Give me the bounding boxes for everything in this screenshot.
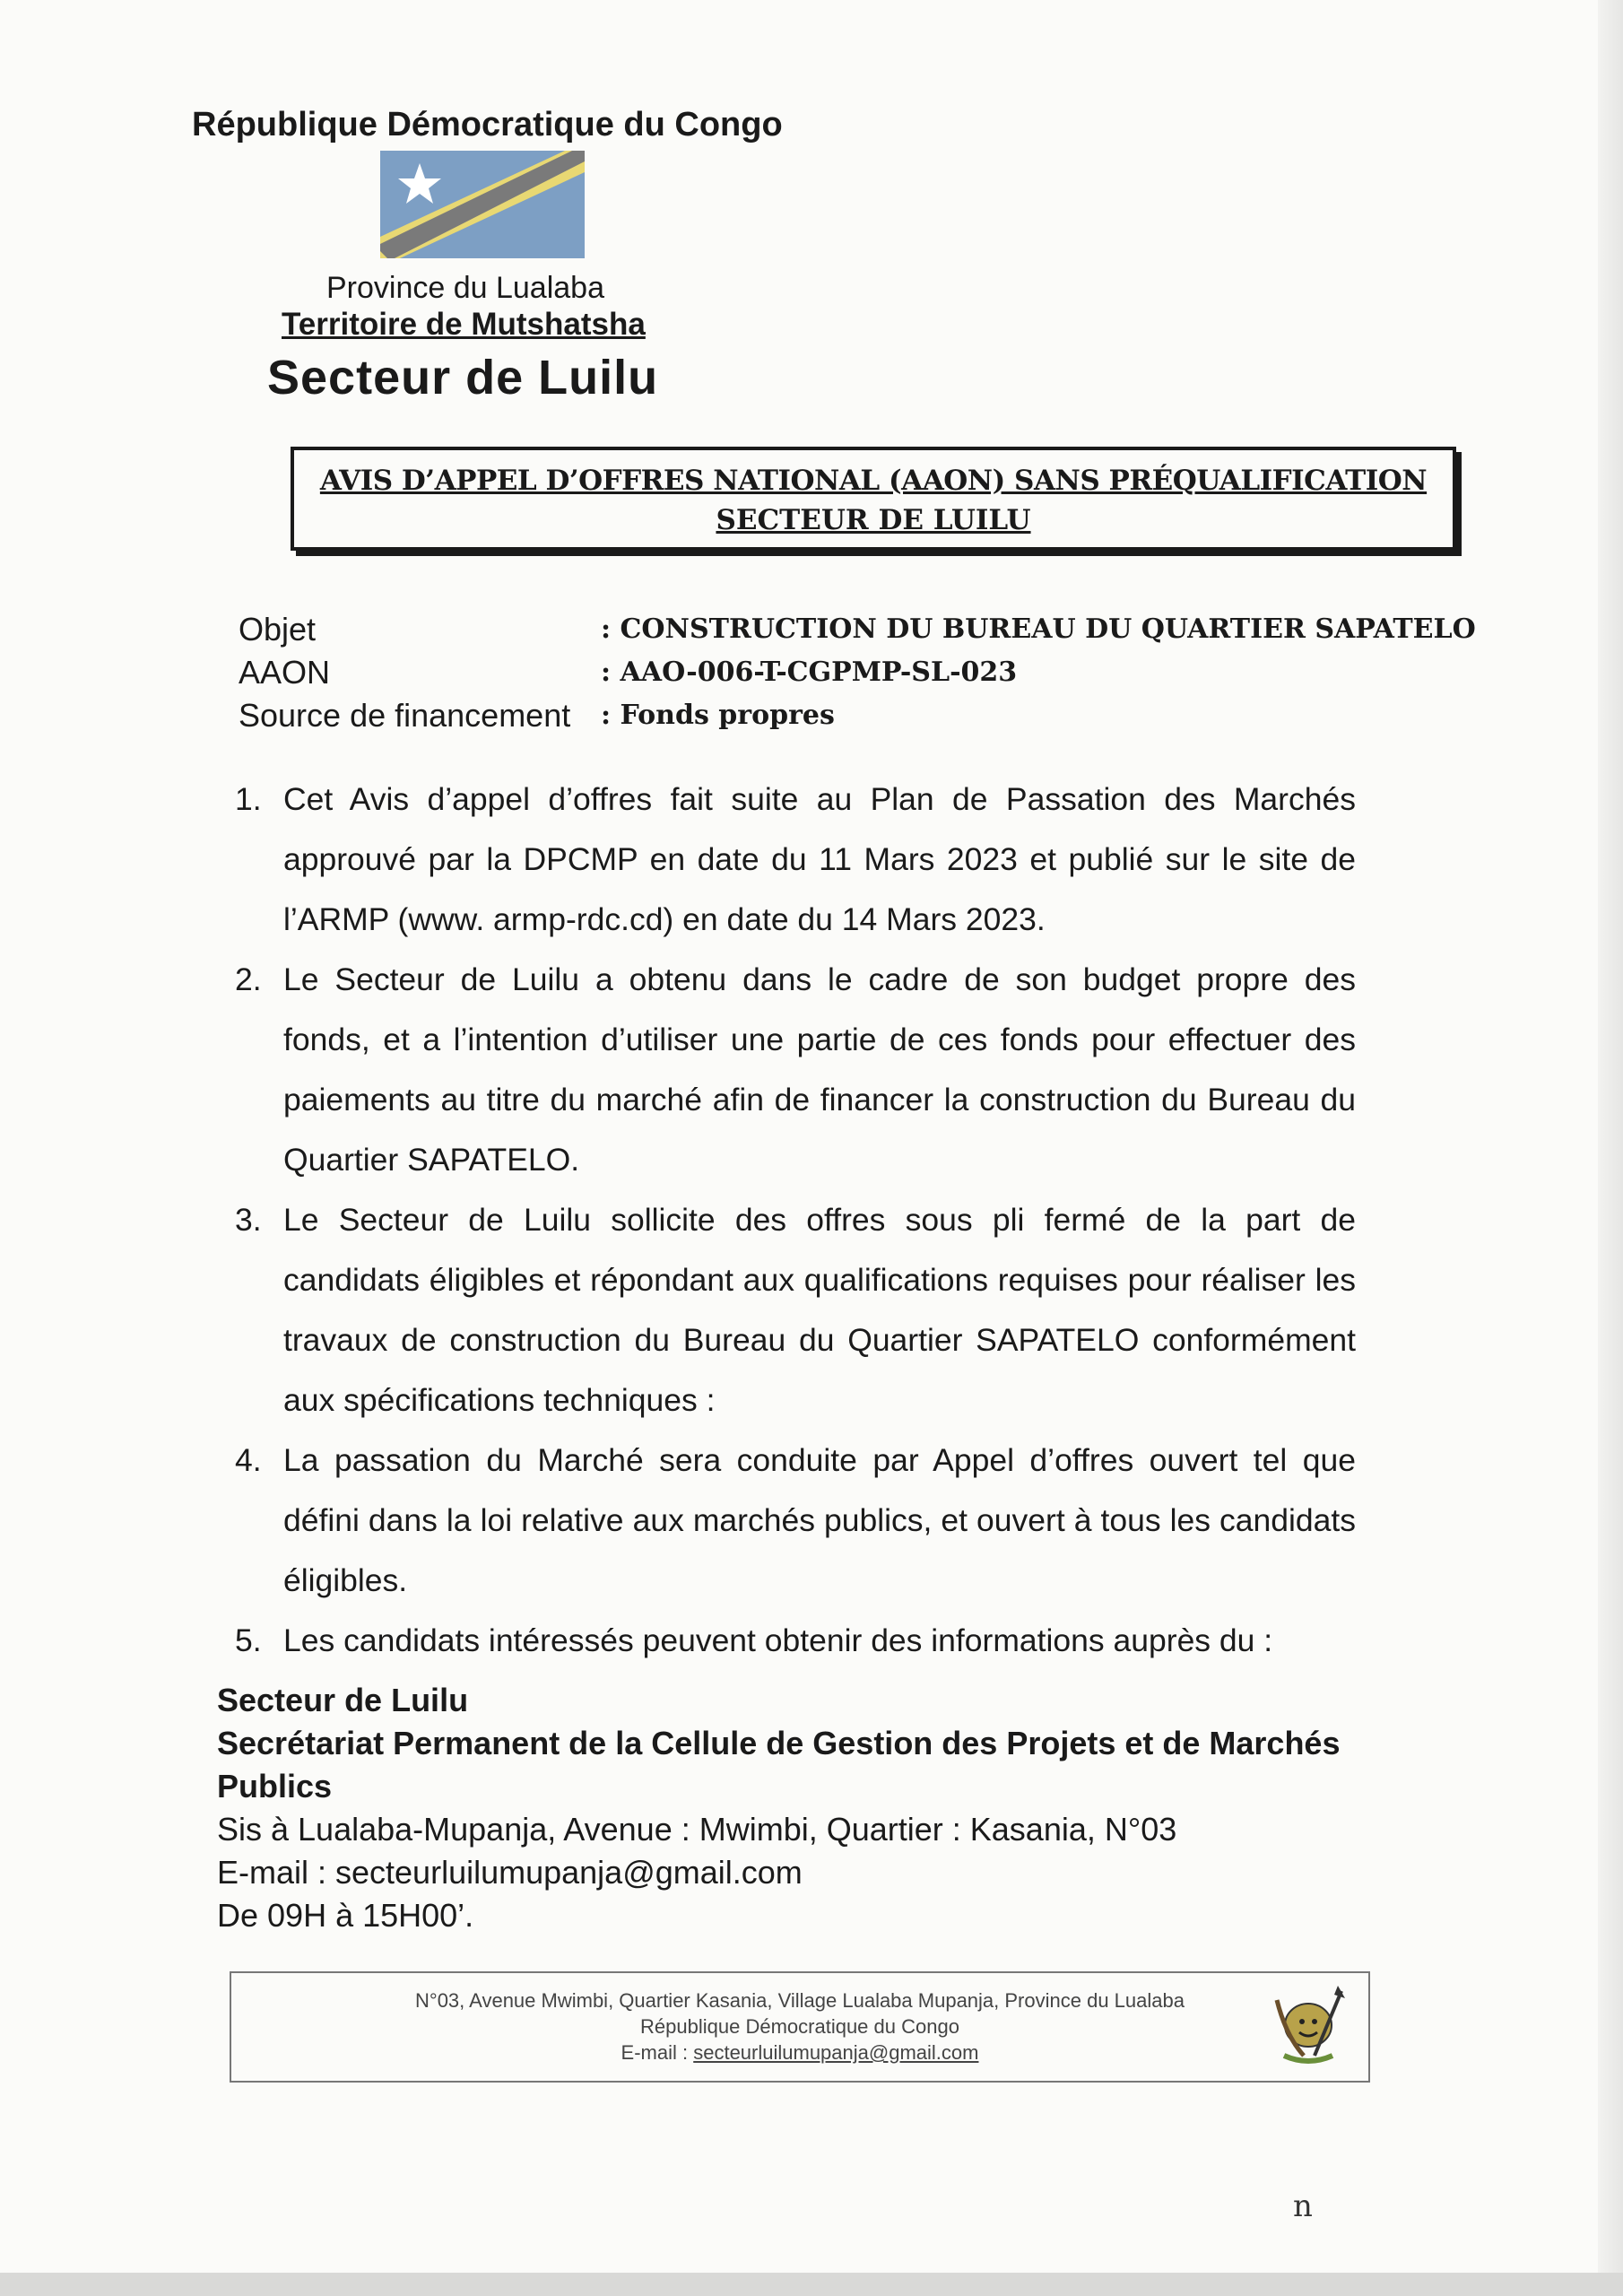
item-text: Le Secteur de Luilu a obtenu dans le cadre de son budget propre des fonds, et a l’intention d’utiliser une partie de ces fonds pour effectuer des paiements au titre du marché afin de financer la construction du Bureau du Quartier SAPATELO.: [283, 961, 1356, 1178]
contact-organization: Secteur de Luilu: [217, 1682, 469, 1718]
footer-email-link[interactable]: secteurluilumupanja@gmail.com: [693, 2041, 979, 2064]
footer-address: N°03, Avenue Mwimbi, Quartier Kasania, Village Lualaba Mupanja, Province du Lualaba: [415, 1989, 1185, 2012]
meta-value: : Fonds propres: [601, 700, 835, 731]
item-number: 3.: [235, 1202, 262, 1238]
contact-email: E-mail : secteurluilumupanja@gmail.com: [217, 1854, 803, 1891]
footer-email-line: [231, 2039, 1368, 2066]
notice-title-line1: AVIS D’APPEL D’OFFRES NATIONAL (AAON) SANS PRÉQUALIFICATION: [319, 465, 1428, 497]
item-text: La passation du Marché sera conduite par Appel d’offres ouvert tel que défini dans la loi relative aux marchés publics, et ouvert à tous les candidats éligibles.: [283, 1442, 1356, 1598]
item-text: Le Secteur de Luilu sollicite des offres sous pli fermé de la part de candidats éligibles et répondant aux qualifications requises pour réaliser les travaux de construction du Bureau du Quartier SAPATELO conformément aux spécifications techniques :: [283, 1202, 1356, 1418]
meta-row-aaon: [239, 651, 1476, 694]
scan-edge-bottom: [0, 2273, 1623, 2296]
coat-of-arms-icon: [1259, 1973, 1358, 2072]
list-item: [235, 1611, 1356, 1671]
meta-value: : AAO-006-T-CGPMP-SL-023: [601, 657, 1018, 688]
meta-value: : CONSTRUCTION DU BUREAU DU QUARTIER SAPATELO: [601, 613, 1476, 645]
footer-country: République Démocratique du Congo: [640, 2015, 959, 2038]
secteur-heading: Secteur de Luilu: [267, 351, 659, 404]
meta-label: Objet: [239, 611, 317, 648]
contact-address: Sis à Lualaba-Mupanja, Avenue : Mwimbi, Quartier : Kasania, N°03: [217, 1811, 1177, 1848]
item-number: 2.: [235, 961, 262, 997]
list-item: [235, 1190, 1356, 1431]
footer-email-prefix: E-mail :: [621, 2041, 694, 2064]
meta-row-financement: [239, 694, 1476, 737]
meta-row-objet: [239, 608, 1476, 651]
page-mark: n: [1293, 2188, 1313, 2224]
drc-flag-icon: [380, 151, 585, 258]
list-item: [235, 950, 1356, 1190]
meta-label: AAON: [239, 654, 331, 691]
item-text: Les candidats intéressés peuvent obtenir des informations auprès du :: [283, 1622, 1273, 1658]
province-name: Province du Lualaba: [326, 271, 605, 305]
contact-block: [217, 1679, 1356, 1937]
territoire-name: Territoire de Mutshatsha: [282, 307, 646, 342]
item-text: Cet Avis d’appel d’offres fait suite au Plan de Passation des Marchés approuvé par la DPCMP en date du 11 Mars 2023 et publié sur le site de l’ARMP (www. armp-rdc.cd) en date du 14 Mars 2023.: [283, 781, 1356, 937]
letterhead-footer: [230, 1971, 1370, 2083]
item-number: 4.: [235, 1442, 262, 1478]
notice-title-line2: SECTEUR DE LUILU: [716, 504, 1031, 536]
notice-title-box: [291, 447, 1456, 551]
list-item: [235, 1431, 1356, 1611]
contact-hours: De 09H à 15H00’.: [217, 1897, 474, 1934]
meta-label: Source de financement: [239, 697, 571, 734]
notice-metadata: [239, 608, 1476, 737]
item-number: 1.: [235, 781, 262, 817]
numbered-paragraphs: [235, 770, 1356, 1671]
scan-edge-right: [1598, 0, 1623, 2296]
item-number: 5.: [235, 1622, 262, 1658]
list-item: [235, 770, 1356, 950]
contact-department: Secrétariat Permanent de la Cellule de Gestion des Projets et de Marchés Publics: [217, 1725, 1341, 1805]
country-name: République Démocratique du Congo: [192, 106, 783, 144]
